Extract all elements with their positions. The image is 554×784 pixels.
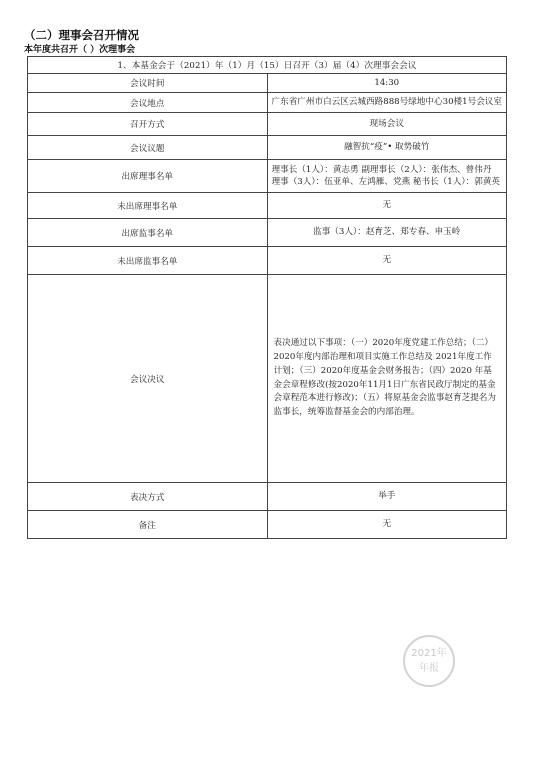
- meeting-header: 1、本基金会于（2021）年（1）月（15）日召开（3）届（4）次理事会会议: [28, 57, 507, 74]
- voting-method: 举手: [267, 483, 507, 511]
- board-meeting-table: [27, 56, 507, 539]
- row-label: 会议地点: [28, 93, 268, 113]
- row-label: 表决方式: [28, 483, 268, 511]
- row-label: 未出席监事名单: [28, 247, 268, 275]
- row-label: 会议时间: [28, 74, 268, 93]
- meeting-topic: 融智抗“疫”• 取势破竹: [267, 136, 507, 160]
- table-row: [28, 483, 507, 511]
- table-header-row: [28, 57, 507, 74]
- row-label: 备注: [28, 511, 268, 539]
- table-row: [28, 93, 507, 113]
- section-title: （二）理事会召开情况: [24, 28, 139, 42]
- meeting-location: 广东省广州市白云区云城西路888号绿地中心30楼1号会议室: [267, 93, 507, 113]
- meeting-resolutions: 表决通过以下事项：（一）2020年度党建工作总结；（二）2020年度内部治理和项目实施工作总结及 2021年度工作计划；（三）2020年度基金会财务报告；（四）2020 年基金会章程修改(按2020年11月1日广东省民政厅制定的基金会章程范本进行修改)；（五）将原基金会监事赵育芝提名为监事长，统筹监督基金会的内部治理。: [267, 275, 507, 483]
- meeting-format: 现场会议: [267, 113, 507, 136]
- table-row: [28, 247, 507, 275]
- absent-supervisors: 无: [267, 247, 507, 275]
- table-row: [28, 74, 507, 93]
- row-label: 未出席理事名单: [28, 193, 268, 219]
- table-row: [28, 193, 507, 219]
- table-row: [28, 511, 507, 539]
- row-label: 会议议题: [28, 136, 268, 160]
- remarks: 无: [267, 511, 507, 539]
- absent-directors: 无: [267, 193, 507, 219]
- table-row: [28, 136, 507, 160]
- table-row: [28, 113, 507, 136]
- stamp-year: 2021年: [411, 648, 447, 659]
- table-row: [28, 219, 507, 247]
- row-label: 会议决议: [28, 275, 268, 483]
- attending-directors: 理事长（1人）：黄志勇 副理事长（2人）：张伟杰、曾伟丹 理事（3人）：伍亚单、左鸿雁、党燕 秘书长（1人）：郭黄英: [267, 160, 507, 193]
- table-row: [28, 160, 507, 193]
- meeting-time: 14:30: [267, 74, 507, 93]
- table-row: [28, 275, 507, 483]
- annual-report-stamp: [403, 635, 455, 687]
- attending-supervisors: 监事（3人）：赵育芝、郑专春、申玉岭: [267, 219, 507, 247]
- row-label: 出席理事名单: [28, 160, 268, 193]
- row-label: 召开方式: [28, 113, 268, 136]
- row-label: 出席监事名单: [28, 219, 268, 247]
- meeting-count-line: 本年度共召开（ ）次理事会: [24, 45, 136, 55]
- stamp-label: 年报: [419, 663, 439, 674]
